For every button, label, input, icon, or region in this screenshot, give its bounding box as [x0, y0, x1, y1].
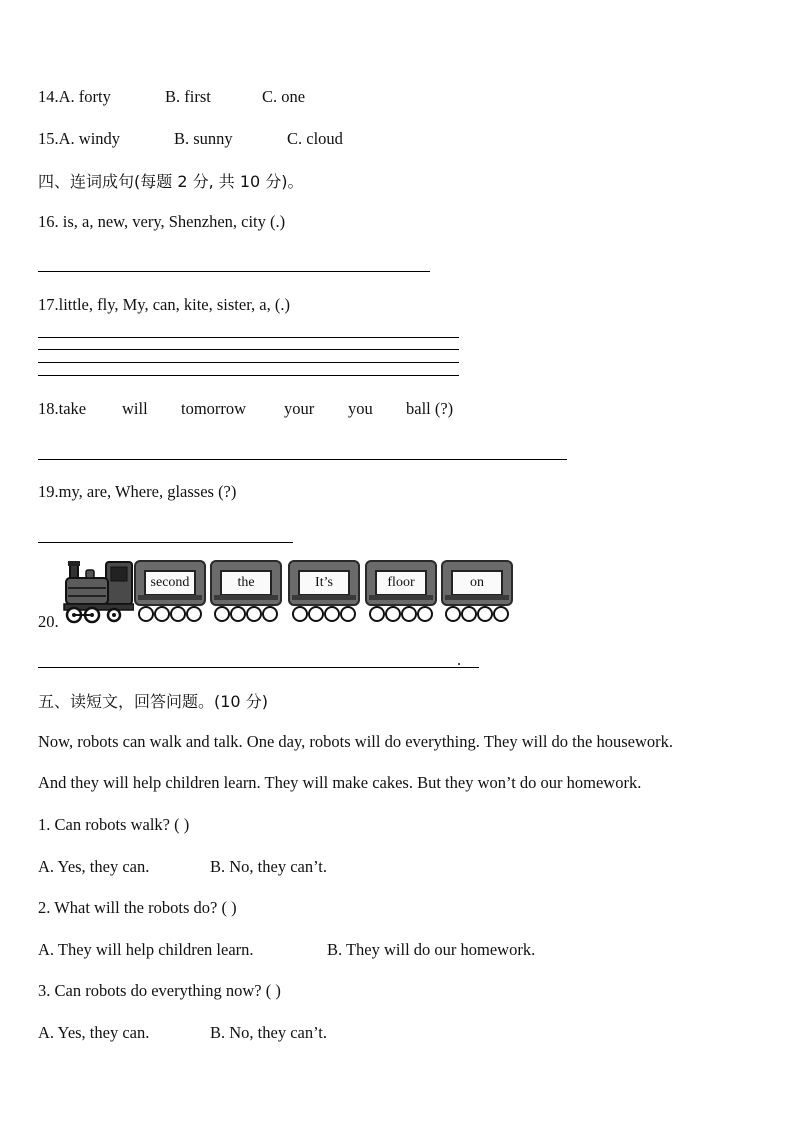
q14-option-c: C. one — [262, 87, 306, 106]
q16-prompt: 16. is, a, new, very, Shenzhen, city (.) — [38, 212, 286, 231]
section4-heading: 四、连词成句(每题 2 分, 共 10 分)。 — [38, 172, 304, 191]
question-2-option-b: B. They will do our homework. — [327, 940, 536, 959]
passage-line: Now, robots can walk and talk. One day, robots will do everything. They will do the housework. — [38, 732, 673, 751]
question-3: 3. Can robots do everything now? ( ) — [38, 981, 281, 1000]
train-car-word: It’s — [298, 570, 350, 596]
train-car-word: on — [451, 570, 503, 596]
word-train — [60, 558, 520, 628]
train-car — [288, 560, 360, 606]
train-car-word: the — [220, 570, 272, 596]
q19-answer-line[interactable] — [38, 542, 293, 543]
passage-line: And they will help children learn. They will make cakes. But they won’t do our homework. — [38, 773, 642, 792]
q19-prompt: 19.my, are, Where, glasses (?) — [38, 482, 237, 501]
train-car — [210, 560, 282, 606]
question-3-option-a: A. Yes, they can. — [38, 1023, 150, 1042]
question-2-option-a: A. They will help children learn. — [38, 940, 254, 959]
q17-answer-line-1[interactable] — [38, 337, 459, 338]
q17-answer-line-2[interactable] — [38, 349, 459, 350]
q18-answer-line[interactable] — [38, 459, 567, 460]
train-car — [365, 560, 437, 606]
locomotive-icon — [60, 558, 134, 624]
q17-answer-line-3[interactable] — [38, 362, 459, 363]
q18-word: 18.take — [38, 399, 87, 418]
section5-heading: 五、读短文，回答问题。(10 分) — [38, 692, 268, 711]
train-car-word: floor — [375, 570, 427, 596]
q14-option-a: 14.A. forty — [38, 87, 111, 106]
question-2: 2. What will the robots do? ( ) — [38, 898, 237, 917]
q18-word: will — [122, 399, 148, 418]
q18-word: your — [284, 399, 315, 418]
train-car — [134, 560, 206, 606]
question-1-option-a: A. Yes, they can. — [38, 857, 150, 876]
q20-number: 20. — [38, 612, 59, 631]
q17-answer-line-4[interactable] — [38, 375, 459, 376]
q15-option-b: B. sunny — [174, 129, 233, 148]
q15-option-c: C. cloud — [287, 129, 343, 148]
train-car-word: second — [144, 570, 196, 596]
train-car — [441, 560, 513, 606]
q17-prompt: 17.little, fly, My, can, kite, sister, a, (.) — [38, 295, 290, 314]
q18-word: tomorrow — [181, 399, 247, 418]
q15-option-a: 15.A. windy — [38, 129, 121, 148]
q16-answer-line[interactable] — [38, 271, 430, 272]
question-1-option-b: B. No, they can’t. — [210, 857, 328, 876]
question-3-option-b: B. No, they can’t. — [210, 1023, 328, 1042]
q18-word: you — [348, 399, 373, 418]
q20-answer-line[interactable] — [38, 667, 479, 668]
q20-period: . — [457, 650, 462, 669]
q18-word: ball (?) — [406, 399, 454, 418]
q14-option-b: B. first — [165, 87, 211, 106]
question-1: 1. Can robots walk? ( ) — [38, 815, 190, 834]
